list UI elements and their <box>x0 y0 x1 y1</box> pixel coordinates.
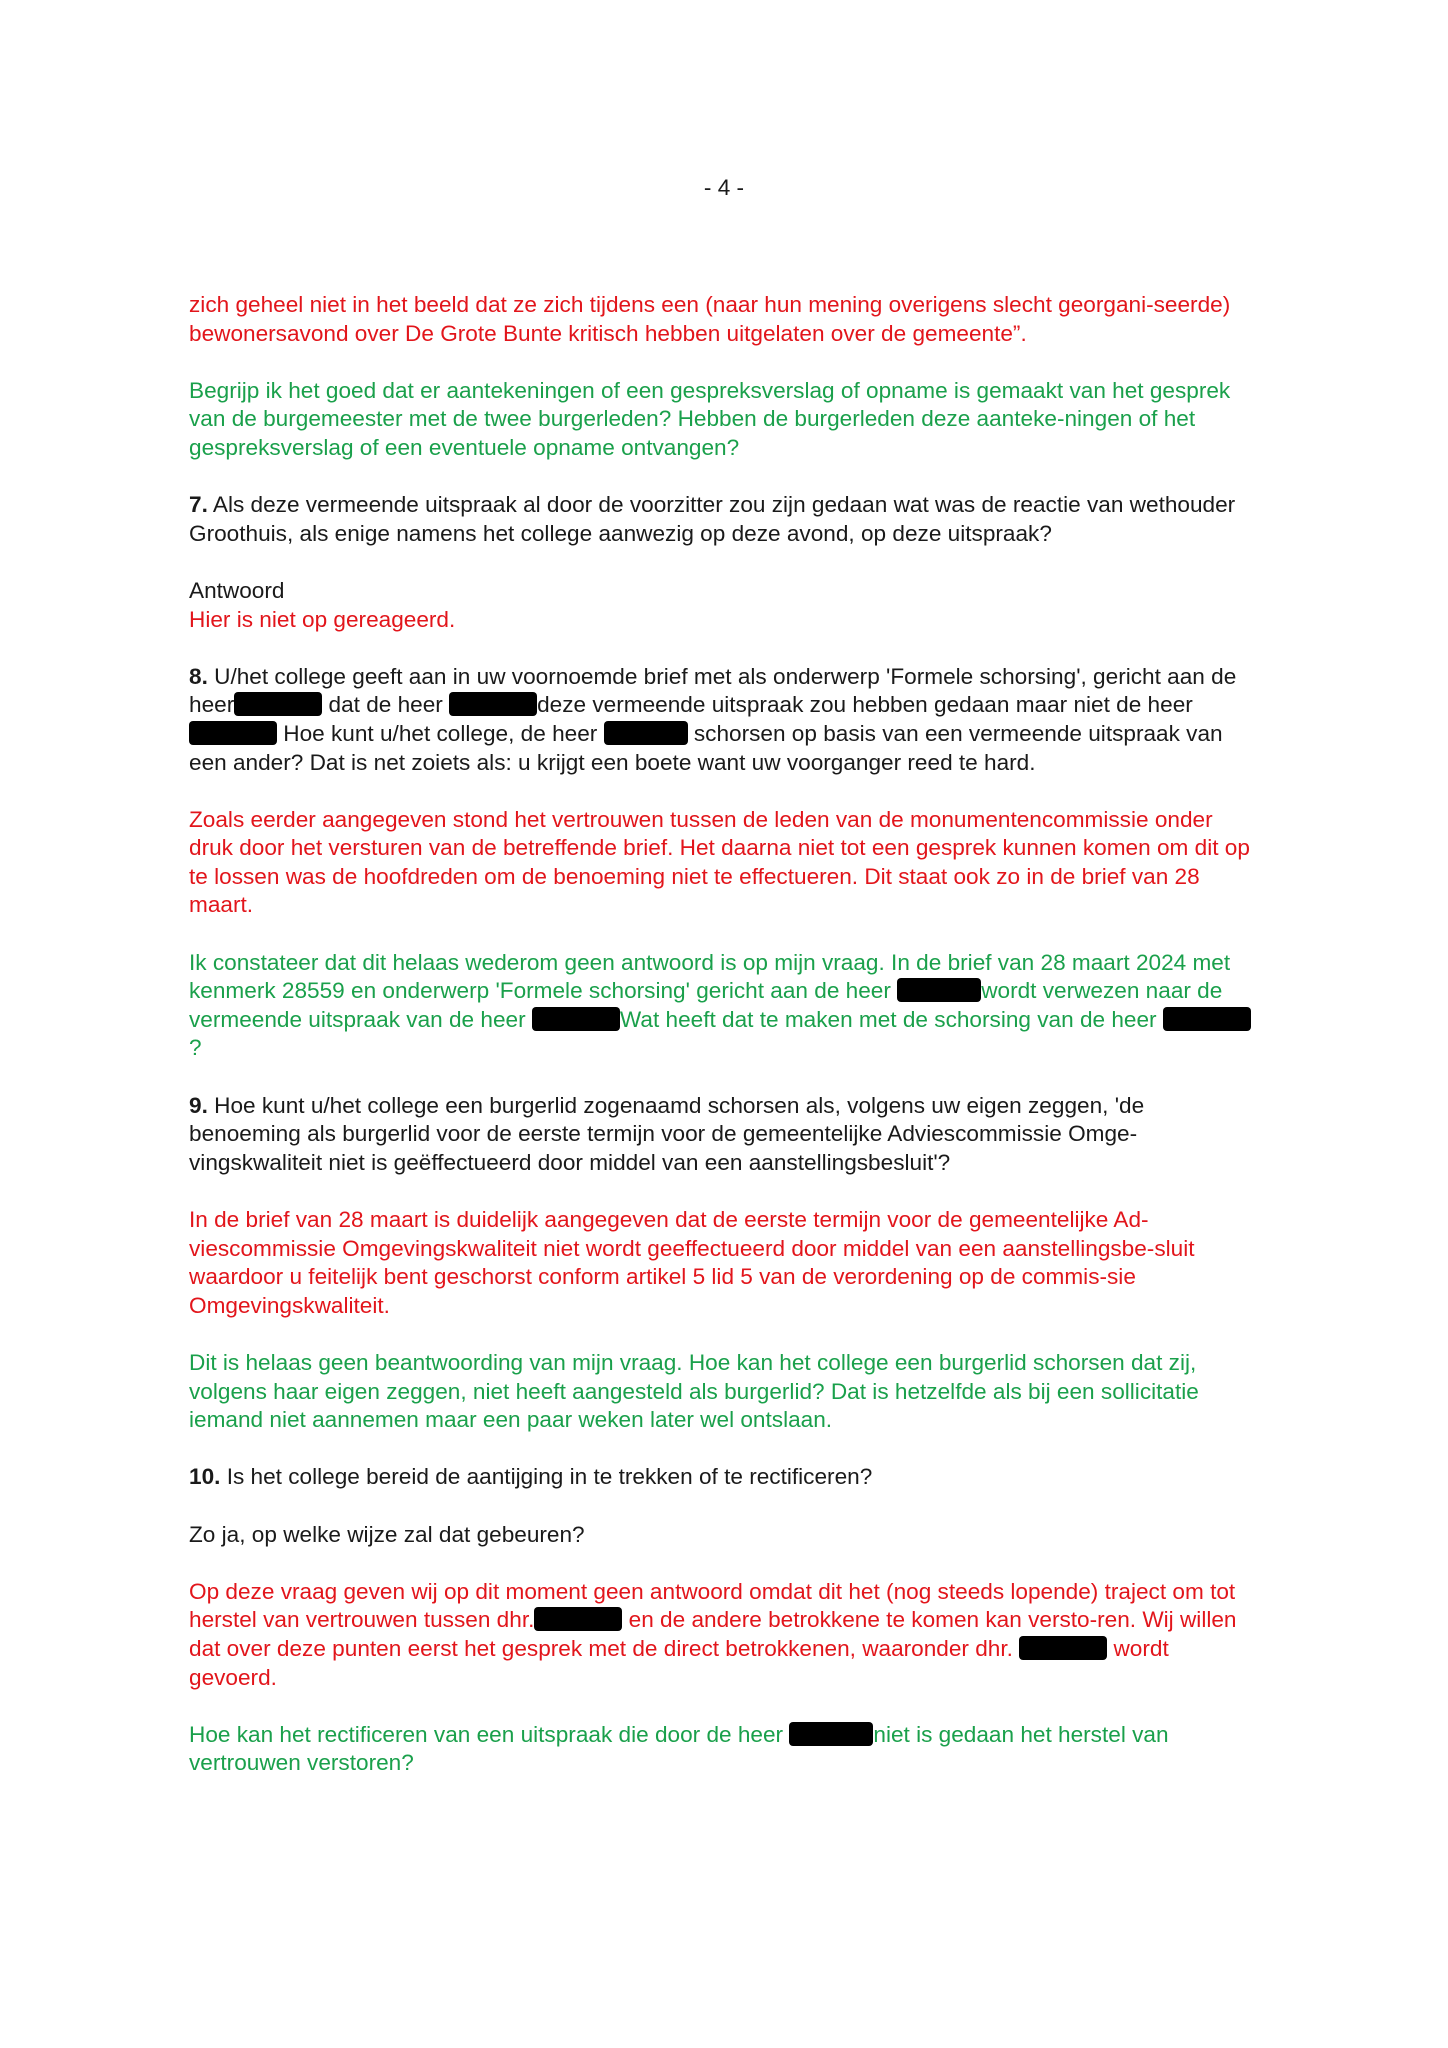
question-text: schorsen op basis van een vermeende uitspraak van een ander? Dat is net zoiets als: u krijgt een boete want uw voorganger reed te hard. <box>189 720 1223 775</box>
redaction-block <box>534 1607 622 1631</box>
question-text: Is het college bereid de aantijging in te trekken of te rectificeren? <box>220 1464 873 1490</box>
response-text: Hoe kan het rectificeren van een uitspraak die door de heer <box>189 1721 784 1747</box>
question-7 <box>189 491 1257 548</box>
response-9: Dit is helaas geen beantwoording van mijn vraag. Hoe kan het college een burgerlid schorsen dat zij, volgens haar eigen zeggen, niet heeft aangesteld als burgerlid? Dat is hetzelfde als bij een sollicitatie iemand niet aannemen maar een paar weken later wel ontslaan. <box>189 1349 1199 1433</box>
question-text: dat de heer <box>322 692 443 718</box>
answer-label: Antwoord <box>189 577 285 603</box>
redaction-block <box>1019 1636 1107 1660</box>
redaction-block <box>789 1722 873 1746</box>
response-text: Ik constateer dat dit helaas wederom geen antwoord is op mijn vraag. In de brief van 28 maart 2024 met kenmerk 28559 en onderwerp 'Formele schorsing' gericht aan de heer <box>189 949 1231 1004</box>
document-body <box>189 291 1257 1806</box>
question-text: Als deze vermeende uitspraak al door de voorzitter zou zijn gedaan wat was de reactie van wethouder Groothuis, als enige namens het college aanwezig op deze avond, op deze uitspraak? <box>189 492 1236 546</box>
response-text: Wat heeft dat te maken met de schorsing van de heer <box>619 1006 1157 1032</box>
redaction-block <box>449 692 537 716</box>
question-8 <box>189 663 1257 777</box>
answer-text: Op deze vraag geven wij op dit moment geen antwoord omdat dit het (nog steeds lopende) traject om tot herstel van vertrouwen tussen dhr. <box>189 1578 1236 1633</box>
page-number: - 4 - <box>703 175 745 200</box>
redaction-block <box>604 721 688 745</box>
question-text: Hoe kunt u/het college een burgerlid zogenaamd schorsen als, volgens uw eigen zeggen, 'de benoeming als burgerlid voor de eerste termijn voor de gemeentelijke Adviescommissie Omge-vingskwaliteit niet is geëffectueerd door middel van een aanstellingsbesluit'? <box>189 1092 1145 1175</box>
paragraph-quote-continuation: zich geheel niet in het beeld dat ze zich tijdens een (naar hun mening overigens slecht georgani-seerde) bewonersavond over De Grote Bunte kritisch hebben uitgelaten over de gemeente”. <box>189 292 1231 346</box>
question-number: 9. <box>189 1092 208 1118</box>
answer-9: In de brief van 28 maart is duidelijk aangegeven dat de eerste termijn voor de gemeentelijke Ad-viescommissie Omgevingskwaliteit niet wordt geeffectueerd door middel van een aanstellingsbe-sluit waardoor u feitelijk bent geschorst conform artikel 5 lid 5 van de verordening op de commis-sie Omgevingskwaliteit. <box>189 1207 1195 1318</box>
question-number: 10. <box>189 1464 221 1490</box>
redaction-block <box>234 692 322 716</box>
paragraph-question-notes: Begrijp ik het goed dat er aantekeningen of een gespreksverslag of opname is gemaakt van het gesprek van de burgemeester met de twee burgerleden? Hebben de burgerleden deze aanteke-ningen of het gespreksverslag of een eventuele opname ontvangen? <box>189 377 1231 460</box>
redaction-block <box>532 1007 620 1031</box>
response-text: wordt verwezen naar de vermeende uitspraak van de heer <box>189 978 1223 1032</box>
question-9 <box>189 1092 1257 1178</box>
response-text: niet is gedaan het herstel van vertrouwen verstoren? <box>189 1721 1169 1776</box>
answer-10 <box>189 1578 1257 1692</box>
question-number: 8. <box>189 663 208 689</box>
answer-text: wordt gevoerd. <box>189 1635 1169 1690</box>
redaction-block <box>1163 1007 1251 1031</box>
response-8 <box>189 949 1257 1063</box>
answer-7: Hier is niet op gereageerd. <box>189 606 456 632</box>
question-number: 7. <box>189 492 208 518</box>
response-text: ? <box>189 1035 202 1061</box>
redaction-block <box>189 721 277 745</box>
question-text: deze vermeende uitspraak zou hebben gedaan maar niet de heer <box>537 692 1193 718</box>
response-10 <box>189 1721 1257 1778</box>
answer-8: Zoals eerder aangegeven stond het vertrouwen tussen de leden van de monumentencommissie onder druk door het versturen van de betreffende brief. Het daarna niet tot een gesprek kunnen komen om dit op te lossen was de hoofdreden om de benoeming niet te effectueren. Dit staat ook zo in de brief van 28 maart. <box>189 806 1250 918</box>
question-10 <box>189 1463 1257 1492</box>
redaction-block <box>897 978 981 1002</box>
question-text: U/het college geeft aan in uw voornoemde brief met als onderwerp 'Formele schorsing', gericht aan de heer <box>189 663 1237 718</box>
answer-text: en de andere betrokkene te komen kan versto-ren. Wij willen dat over deze punten eerst het gesprek met de direct betrokkenen, waaronder dhr. <box>189 1607 1237 1661</box>
question-10-sub: Zo ja, op welke wijze zal dat gebeuren? <box>189 1521 585 1547</box>
question-text: Hoe kunt u/het college, de heer <box>277 720 598 746</box>
